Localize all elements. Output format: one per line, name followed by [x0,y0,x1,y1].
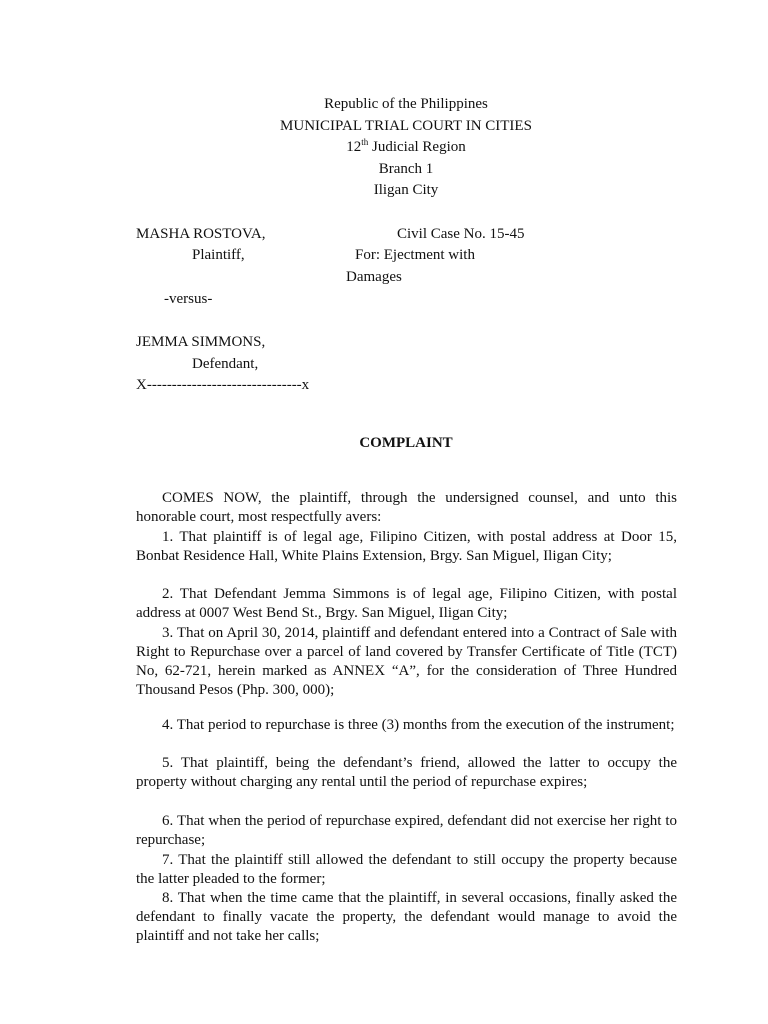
plaintiff-role: Plaintiff, [192,247,245,263]
civil-case-number: Civil Case No. 15-45 [397,226,525,242]
region-number: 12 [346,139,362,155]
allegation-3: 3. That on April 30, 2014, plaintiff and defendant entered into a Contract of Sale with Right to Repurchase over a parcel of land covered by Transfer Certificate of Title (TCT) No, 62-721, herein marked as ANNEX “A”, for the consideration of Three Hundred Thousand Pesos (Php. 300, 000); [136,625,677,698]
plaintiff-name: MASHA ROSTOVA, [136,226,266,242]
allegation-7: 7. That the plaintiff still allowed the defendant to still occupy the property because the latter pleaded to the former; [136,852,677,887]
allegation-2: 2. That Defendant Jemma Simmons is of legal age, Filipino Citizen, with postal address at 0007 West Bend St., Brgy. San Miguel, Iligan City; [136,586,677,621]
caption-separator: X-------------------------------x [136,377,310,393]
allegation-5: 5. That plaintiff, being the defendant’s friend, allowed the latter to occupy the property without charging any rental until the period of repurchase expires; [136,755,677,790]
allegation-6: 6. That when the period of repurchase expired, defendant did not exercise her right to repurchase; [136,813,677,848]
intro-paragraph: COMES NOW, the plaintiff, through the undersigned counsel, and unto this honorable court, most respectfully avers: [136,490,677,525]
versus-label: -versus- [164,291,213,307]
case-nature-line1: For: Ejectment with [355,247,475,263]
document-title: COMPLAINT [359,435,453,451]
allegation-8: 8. That when the time came that the plaintiff, in several occasions, finally asked the defendant to finally vacate the property, the defendant would manage to avoid the plaintiff and not take her calls; [136,890,677,944]
defendant-name: JEMMA SIMMONS, [136,334,266,350]
header-branch: Branch 1 [378,161,434,177]
allegation-1: 1. That plaintiff is of legal age, Filipino Citizen, with postal address at Door 15, Bonbat Residence Hall, White Plains Extension, Brgy. San Miguel, Iligan City; [136,529,677,564]
allegation-4: 4. That period to repurchase is three (3) months from the execution of the instrument; [162,717,675,733]
defendant-role: Defendant, [192,356,259,372]
region-label: Judicial Region [368,139,466,155]
case-nature-line2: Damages [346,269,402,285]
region-ordinal-suffix: th [361,137,369,147]
header-city: Iligan City [373,182,439,198]
header-court: MUNICIPAL TRIAL COURT IN CITIES [280,118,532,134]
header-republic: Republic of the Philippines [324,96,488,112]
header-region [0,138,768,157]
